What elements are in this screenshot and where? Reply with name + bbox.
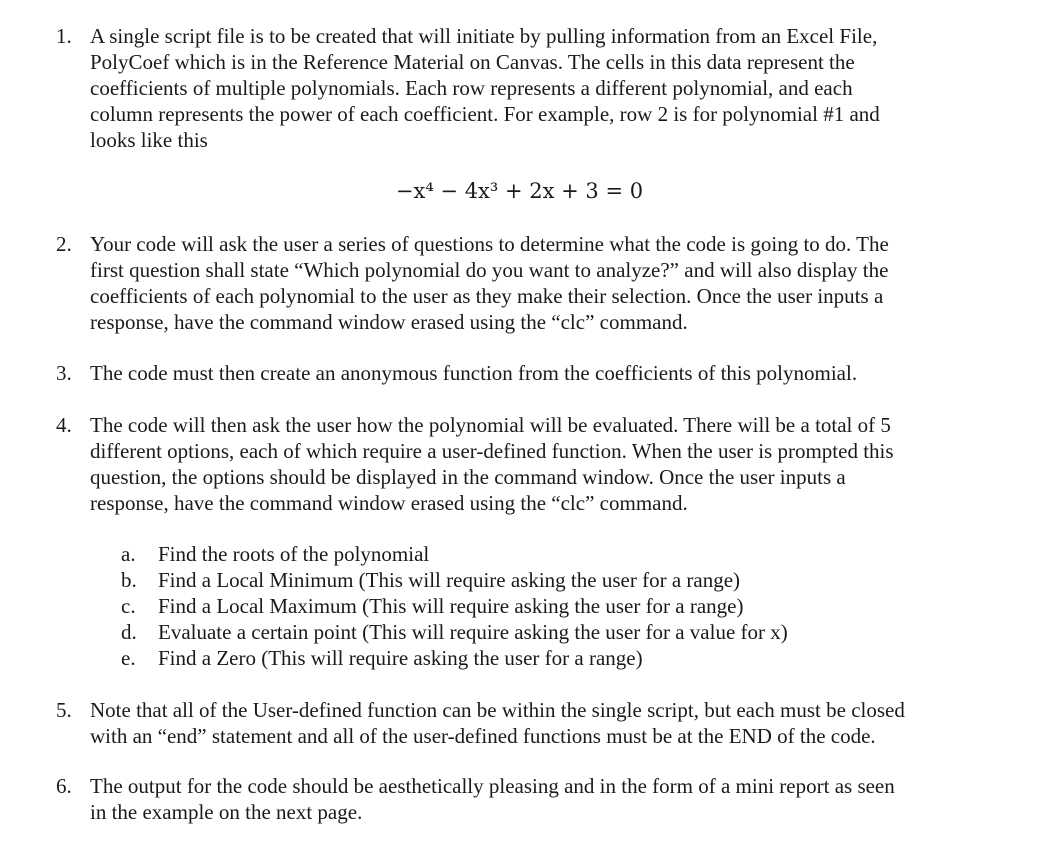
item-text: [90, 360, 990, 386]
text-line: in the example on the next page.: [90, 800, 363, 824]
text-line: column represents the power of each coefficient. For example, row 2 is for polynomial #1 and: [90, 102, 880, 126]
text-line: question, the options should be displayed in the command window. Once the user inputs a: [90, 465, 846, 489]
option-text: Find the roots of the polynomial: [158, 542, 430, 566]
option-letter: c.: [121, 594, 136, 618]
text-line: coefficients of each polynomial to the user as they make their selection. Once the user inputs a: [90, 284, 884, 308]
polynomial-equation: −x⁴ − 4x³ + 2x + 3 = 0: [395, 179, 644, 203]
item-number: 4.: [56, 413, 72, 437]
text-line: coefficients of multiple polynomials. Each row represents a different polynomial, and each: [90, 76, 853, 100]
text-line: response, have the command window erased using the “clc” command.: [90, 310, 688, 334]
item-text: [90, 231, 990, 335]
list-item-3: [56, 360, 986, 386]
option-text: Evaluate a certain point (This will require asking the user for a value for x): [158, 620, 788, 644]
item-text: [90, 23, 990, 153]
list-item-4: [56, 412, 986, 518]
list-item-5: [56, 697, 986, 749]
option-text: Find a Local Minimum (This will require asking the user for a range): [158, 568, 741, 592]
item-text: [90, 773, 990, 825]
item-text: [90, 697, 990, 749]
list-item-6: [56, 773, 986, 825]
text-line: A single script file is to be created that will initiate by pulling information from an Excel File,: [90, 24, 878, 48]
option-item-c: [121, 593, 981, 619]
list-item-2: [56, 231, 986, 337]
option-letter: d.: [121, 620, 137, 644]
text-line: different options, each of which require a user-defined function. When the user is prompted this: [90, 439, 894, 463]
item-number: 2.: [56, 232, 72, 256]
option-text: Find a Zero (This will require asking the user for a range): [158, 646, 643, 670]
option-letter: e.: [121, 646, 136, 670]
option-item-d: [121, 619, 981, 645]
text-line: Your code will ask the user a series of questions to determine what the code is going to do. The: [90, 232, 889, 256]
text-line: with an “end” statement and all of the user-defined functions must be at the END of the code.: [90, 724, 876, 748]
item-number: 5.: [56, 698, 72, 722]
text-line: response, have the command window erased using the “clc” command.: [90, 491, 688, 515]
text-line: looks like this: [90, 128, 208, 152]
text-line: The code will then ask the user how the polynomial will be evaluated. There will be a total of 5: [90, 413, 891, 437]
option-letter: a.: [121, 542, 136, 566]
text-line: first question shall state “Which polynomial do you want to analyze?” and will also display the: [90, 258, 889, 282]
text-line: The code must then create an anonymous function from the coefficients of this polynomial.: [90, 361, 858, 385]
text-line: The output for the code should be aesthetically pleasing and in the form of a mini report as seen: [90, 774, 895, 798]
item-number: 1.: [56, 24, 72, 48]
item-number: 3.: [56, 361, 72, 385]
option-item-a: [121, 541, 981, 567]
option-item-b: [121, 567, 981, 593]
option-text: Find a Local Maximum (This will require asking the user for a range): [158, 594, 744, 618]
item-number: 6.: [56, 774, 72, 798]
item-text: [90, 412, 990, 516]
text-line: Note that all of the User-defined function can be within the single script, but each must be closed: [90, 698, 905, 722]
option-item-e: [121, 645, 981, 671]
text-line: PolyCoef which is in the Reference Material on Canvas. The cells in this data represent the: [90, 50, 855, 74]
option-letter: b.: [121, 568, 137, 592]
list-item-1: [56, 23, 986, 155]
